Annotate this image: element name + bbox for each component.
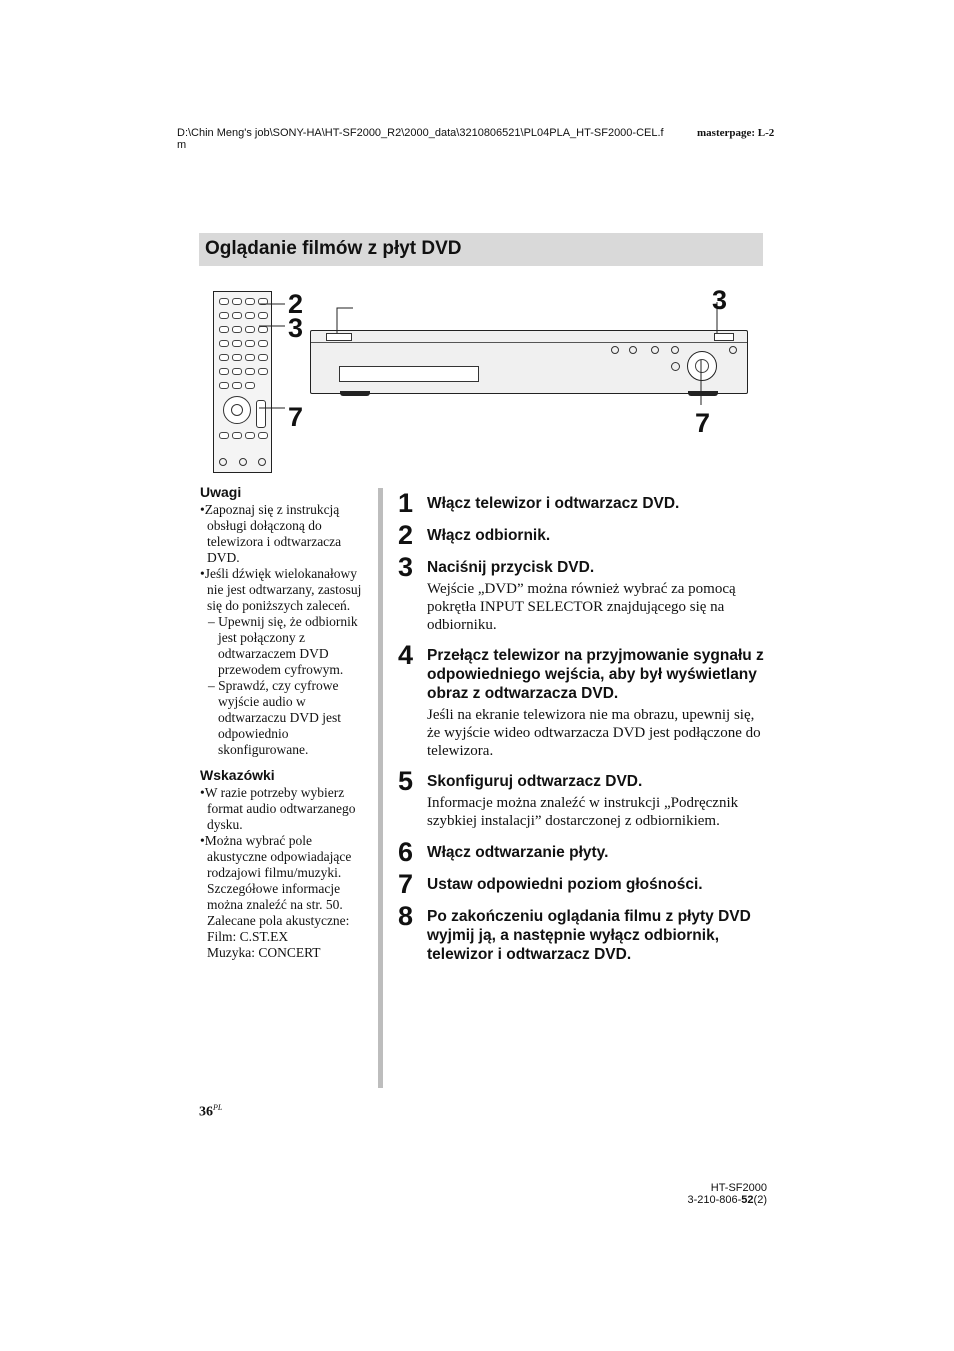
footer-model-code bbox=[640, 1182, 767, 1206]
step-title: Przełącz telewizor na przyjmowanie sygnału z odpowiedniego wejścia, aby był wyświetlany obraz z odtwarzacza DVD. bbox=[427, 647, 764, 702]
step-3 bbox=[398, 552, 768, 634]
remote-callout-7: 7 bbox=[288, 402, 304, 432]
notes-list bbox=[200, 502, 370, 758]
receiver-callout-lines bbox=[305, 300, 725, 410]
page-number bbox=[199, 1103, 222, 1121]
tip-item: •Można wybrać pole akustyczne odpowiadające rodzajowi filmu/muzyki. Szczegółowe informacje można znaleźć na str. 50. Zalecane pola akustyczne: bbox=[200, 833, 352, 928]
code-bold: 52 bbox=[741, 1194, 754, 1206]
note-item: •Jeśli dźwięk wielokanałowy nie jest odtwarzany, zastosuj się do poniższych zaleceń. bbox=[200, 566, 362, 613]
step-body: Jeśli na ekranie telewizora nie ma obrazu, upewnij się, że wyjście wideo odtwarzacza DVD jest podłączone do telewizora. bbox=[427, 707, 761, 759]
note-subitem: – Upewnij się, że odbiornik jest połączony z odtwarzaczem DVD przewodem cyfrowym. bbox=[208, 614, 358, 677]
step-number: 4 bbox=[398, 640, 414, 670]
note-item: •Zapoznaj się z instrukcją obsługi dołączoną do telewizora i odtwarzacza DVD. bbox=[200, 502, 342, 565]
code-prefix: 3-210-806- bbox=[687, 1194, 742, 1206]
step-6 bbox=[398, 837, 768, 867]
page-number-value: 36 bbox=[199, 1104, 213, 1120]
sidebar-notes bbox=[200, 484, 370, 961]
tips-heading: Wskazówki bbox=[200, 767, 275, 783]
step-title: Włącz telewizor i odtwarzacz DVD. bbox=[427, 495, 680, 512]
section-title-bar bbox=[199, 233, 763, 266]
tip-item: •W razie potrzeby wybierz format audio odtwarzanego dysku. bbox=[200, 785, 356, 832]
code-suffix: (2) bbox=[753, 1194, 767, 1206]
step-title: Włącz odtwarzanie płyty. bbox=[427, 844, 609, 861]
step-title: Włącz odbiornik. bbox=[427, 527, 551, 544]
step-4 bbox=[398, 640, 768, 760]
step-number: 5 bbox=[398, 766, 414, 796]
step-number: 3 bbox=[398, 552, 414, 582]
page-title: Oglądanie filmów z płyt DVD bbox=[205, 238, 462, 259]
step-title: Naciśnij przycisk DVD. bbox=[427, 559, 595, 576]
step-body: Wejście „DVD” można również wybrać za pomocą pokrętła INPUT SELECTOR znajdującego się na odbiorniku. bbox=[427, 581, 736, 633]
step-2 bbox=[398, 520, 768, 550]
step-title: Skonfiguruj odtwarzacz DVD. bbox=[427, 773, 643, 790]
remote-callout-lines bbox=[255, 296, 287, 416]
step-number: 1 bbox=[398, 488, 414, 518]
step-body: Informacje można znaleźć w instrukcji „Podręcznik szybkiej instalacji” dostarczonej z odbiornikiem. bbox=[427, 795, 739, 829]
note-subitem: – Sprawdź, czy cyfrowe wyjście audio w odtwarzaczu DVD jest odpowiednio skonfigurowane. bbox=[208, 678, 341, 757]
step-title: Ustaw odpowiedni poziom głośności. bbox=[427, 876, 703, 893]
page-language-code: PL bbox=[213, 1103, 223, 1112]
column-divider bbox=[378, 488, 383, 1088]
step-number: 6 bbox=[398, 837, 414, 867]
step-8 bbox=[398, 901, 768, 964]
document-code bbox=[640, 1194, 767, 1206]
tips-list bbox=[200, 785, 370, 961]
step-7 bbox=[398, 869, 768, 899]
receiver-callout-7: 7 bbox=[695, 408, 711, 438]
receiver-callout-3: 3 bbox=[712, 285, 728, 315]
notes-heading: Uwagi bbox=[200, 484, 242, 500]
header-file-path: D:\Chin Meng's job\SONY-HA\HT-SF2000_R2\2000_data\3210806521\PL04PLA_HT-SF2000-CEL.fm bbox=[177, 127, 664, 151]
model-name: HT-SF2000 bbox=[710, 1182, 767, 1194]
tip-continuation: Film: C.ST.EX bbox=[207, 929, 289, 944]
remote-callout-3: 3 bbox=[288, 313, 304, 343]
remote-callout-2: 2 bbox=[288, 289, 304, 319]
step-5 bbox=[398, 766, 768, 830]
step-number: 7 bbox=[398, 869, 414, 899]
step-title: Po zakończeniu oglądania filmu z płyty DVD wyjmij ją, a następnie wyłącz odbiornik, telewizor i odtwarzacz DVD. bbox=[427, 908, 751, 963]
step-number: 2 bbox=[398, 520, 414, 550]
step-number: 8 bbox=[398, 901, 414, 931]
tip-continuation: Muzyka: CONCERT bbox=[207, 945, 321, 960]
header-masterpage: masterpage: L-2 bbox=[697, 127, 775, 139]
step-1 bbox=[398, 488, 768, 518]
